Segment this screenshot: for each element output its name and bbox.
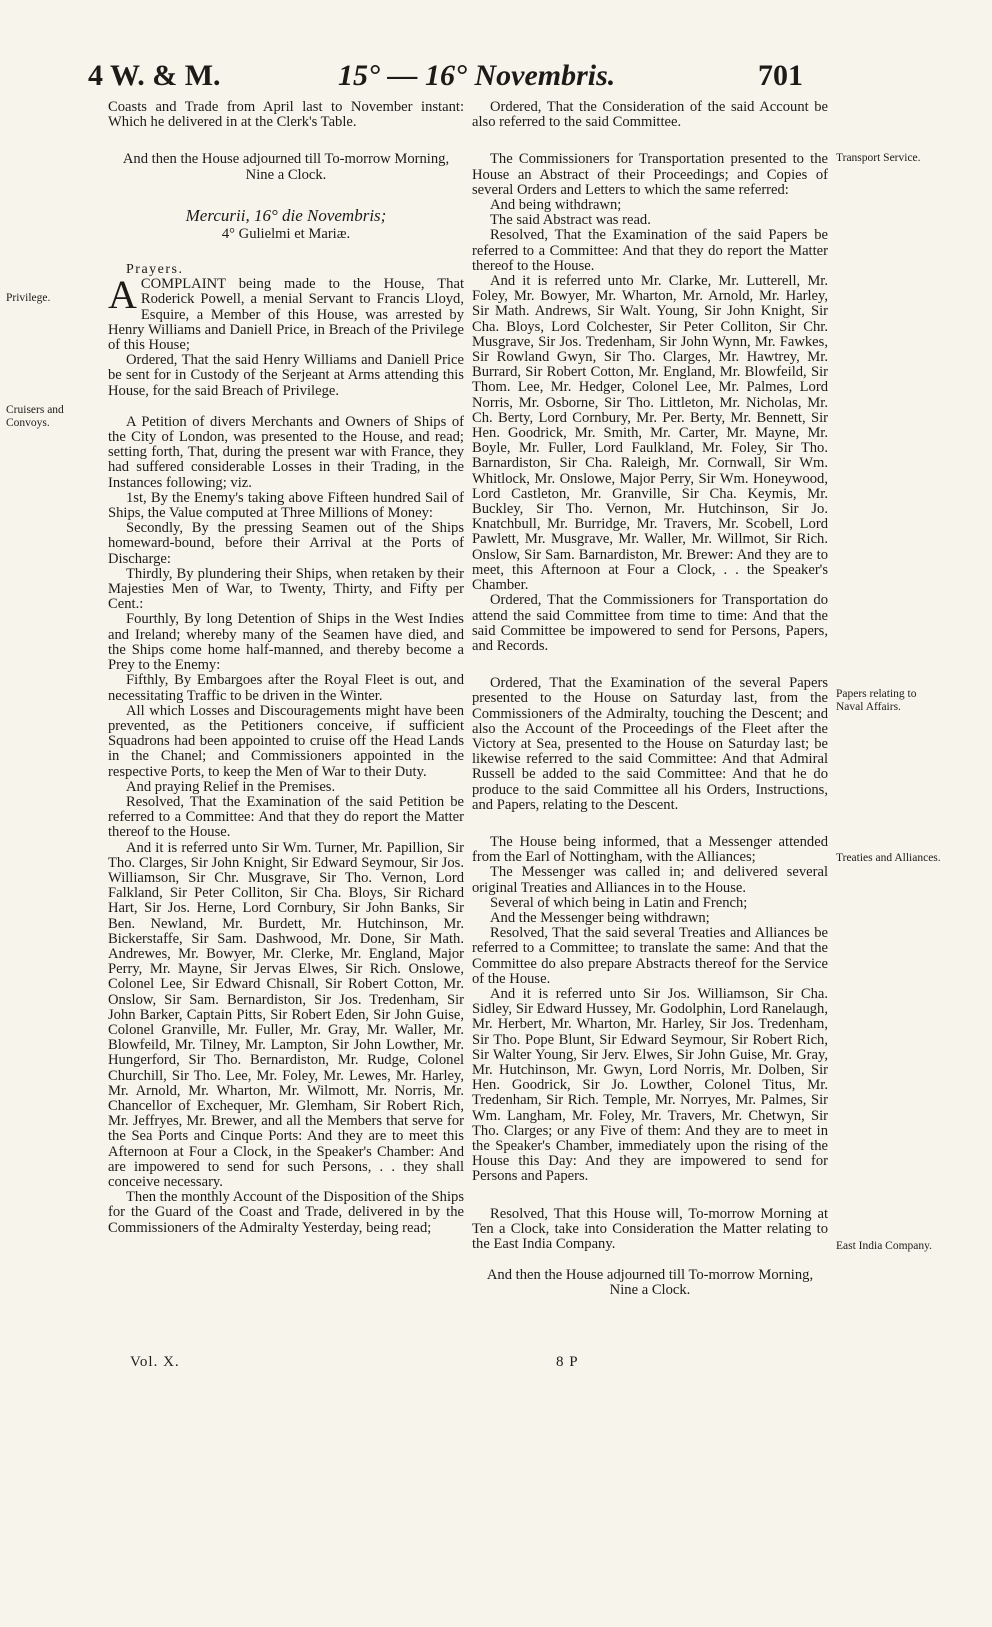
- page-header: [0, 52, 992, 100]
- loss-second: Secondly, By the pressing Seamen out of the Ships homeward-bound, before their Arrival at the Ports of Discharge:: [108, 520, 464, 567]
- adjournment-note-right: And then the House adjourned till To-morrow Morning, Nine a Clock.: [486, 1267, 814, 1299]
- prayers-heading: Prayers.: [126, 262, 184, 278]
- ordered-custody: Ordered, That the said Henry Williams and Daniell Price be sent for in Custody of the Serjeant at Arms attending this House, for the said Breach of Privilege.: [108, 352, 464, 399]
- loss-fourth: Fourthly, By long Detention of Ships in the West Indies and Ireland; whereby many of the Seamen have died, and the Ships come home half-manned, and thereby become a Prey to the Enemy:: [108, 611, 464, 674]
- resolved-petition: Resolved, That the Examination of the said Petition be referred to a Committee: And that they do report the Matter thereof to the House.: [108, 793, 464, 841]
- abstract-read: The said Abstract was read.: [490, 212, 651, 229]
- margin-note-privilege: Privilege.: [6, 292, 51, 304]
- margin-note-papers: Papers relating to Naval Affairs.: [836, 688, 917, 713]
- left-column: [108, 100, 464, 1236]
- losses-summary: All which Losses and Discouragements might have been prevented, as the Petitioners conceive, if sufficient Squadrons had been appointed to cruise off the Head Lands in the Chanel; and Commissioners appointed in the respective Ports, to keep the Men of War to their Duty.: [108, 702, 464, 780]
- adjournment-note: And then the House adjourned till To-morrow Morning, Nine a Clock.: [122, 151, 450, 183]
- margin-note-east-india: East India Company.: [836, 1240, 933, 1252]
- loss-third: Thirdly, By plundering their Ships, when retaken by their Majesties Men of War, to Twenty, Thirty, and Fifty per Cent.:: [108, 565, 464, 613]
- praying-relief: And praying Relief in the Premises.: [126, 778, 336, 795]
- drop-cap: A: [108, 272, 137, 318]
- loss-fifth: Fifthly, By Embargoes after the Royal Fleet is out, and necessitating Traffic to be driven in the Winter.: [108, 672, 464, 704]
- regnal-line: 4° Gulielmi et Mariæ.: [221, 225, 351, 242]
- margin-note-treaties: Treaties and Alliances.: [836, 852, 941, 864]
- sitting-date: Mercurii, 16° die Novembris;: [185, 205, 387, 225]
- messenger-called: The Messenger was called in; and delivered several original Treaties and Alliances in to the House.: [472, 864, 828, 896]
- paragraph-coasts: Coasts and Trade from April last to November instant: Which he delivered in at the Clerk's Table.: [108, 99, 464, 131]
- monthly-account: Then the monthly Account of the Disposition of the Ships for the Guard of the Coast and Trade, delivered in by the Commissioners of the Admiralty Yesterday, being read;: [108, 1189, 464, 1236]
- withdrawn-line: And being withdrawn;: [490, 197, 622, 214]
- loss-first: 1st, By the Enemy's taking above Fifteen hundred Sail of Ships, the Value computed at Three Millions of Money:: [108, 489, 464, 522]
- signature-mark: 8 P: [556, 1354, 579, 1370]
- page-number: 701: [758, 59, 803, 92]
- margin-note-transport: Transport Service.: [836, 152, 921, 164]
- date-heading: 15° — 16° Novembris.: [338, 59, 616, 92]
- right-column: [472, 100, 828, 1299]
- transport-paragraph: The Commissioners for Transportation presented to the House an Abstract of their Proceedings; and Copies of several Orders and Letters to which the same referred:: [472, 151, 828, 198]
- ordered-commissioners: Ordered, That the Commissioners for Transportation do attend the said Committee from time to time: And that the said Committee be impowered to send for Persons, Papers, and Records.: [472, 592, 828, 654]
- petition-paragraph: A Petition of divers Merchants and Owners of Ships of the City of London, was presented to the House, and read; setting forth, That, during the present war with France, they had suffered considerable Losses in their Trading, in the Instances following; viz.: [108, 413, 464, 491]
- committee-members-petition: And it is referred unto Sir Wm. Turner, Mr. Papillion, Sir Tho. Clarges, Sir John Knight, Sir Edward Seymour, Sir Jos. Williamson, Sir Chr. Musgrave, Sir Tho. Vernon, Lord Falkland, Sir Peter Colliton, Sir Cha. Bloys, Sir Richard Hart, Sir Jos. Herne, Lord Cornbury, Sir John Banks, Sir Ben. Newland, Mr. Burdett, Mr. Hutchinson, Mr. Bickerstaffe, Sir Sam. Dashwood, Mr. Done, Sir Math. Andrewes, Mr. Bowyer, Mr. Clerke, Mr. England, Major Perry, Mr. Mayne, Sir Jervas Elwes, Sir Rich. Onslowe, Colonel Lee, Sir Edward Chisnall, Sir Robert Cotton, Mr. Onslow, Sir Sam. Bernardiston, Sir Jos. Tredenham, Sir John Barker, Captain Pitts, Sir Robert Eden, Sir John Guise, Colonel Granville, Mr. Fuller, Mr. Gray, Mr. Waller, Mr. Blowfeild, Mr. Tilney, Mr. Lampton, Sir John Lowther, Mr. Hungerford, Sir Tho. Bernardiston, Mr. Rudge, Colonel Churchill, Sir Tho. Lee, Mr. Foley, Mr. Lewes, Mr. Harley, Mr. Arnold, Mr. Wharton, Mr. Wilmott, Mr. Norris, Mr. Chancellor of Exchequer, Mr. Glemham, Sir Robert Rich, Mr. Jeffryes, Mr. Brewer, and all the Members that serve for the Sea Ports and Cinque Ports: And they are to meet this Afternoon at Four a Clock, in the Speaker's Chamber: And are impowered to send for such Persons, . . they shall conceive necessary.: [108, 839, 464, 1190]
- complaint-paragraph: [108, 272, 464, 354]
- regnal-year-heading: 4 W. & M.: [88, 59, 221, 92]
- complaint-text: COMPLAINT being made to the House, That Roderick Powell, a menial Servant to Francis Lloyd, Esquire, a Member of this House, was arrested by Henry Williams and Daniell Price, in Breach of the Privilege of this House;: [108, 276, 464, 354]
- resolved-east-india: Resolved, That this House will, To-morrow Morning at Ten a Clock, take into Consideration the Matter relating to the East India Company.: [472, 1205, 828, 1253]
- ordered-account: Ordered, That the Consideration of the said Account be also referred to the said Committee.: [472, 99, 828, 131]
- messenger-paragraph: The House being informed, that a Messenger attended from the Earl of Nottingham, with the Alliances;: [472, 833, 828, 866]
- volume-footer: Vol. X.: [130, 1354, 180, 1370]
- ordered-papers: Ordered, That the Examination of the several Papers presented to the House on Saturday last, from the Commissioners of the Admiralty, touching the Descent; and also the Account of the Proceedings of the Fleet after the Victory at Sea, presented to the House on Saturday last; be likewise referred to the said Committee: And that Admiral Russell be added to the said Committee: And that he do produce to the said Committee all his Orders, Instructions, and Papers, relating to the Descent.: [472, 675, 828, 813]
- resolved-transport: Resolved, That the Examination of the said Papers be referred to a Committee: And that they do report the Matter thereof to the House.: [472, 227, 828, 274]
- latin-french: Several of which being in Latin and French;: [490, 894, 748, 911]
- messenger-withdrawn: And the Messenger being withdrawn;: [490, 909, 710, 926]
- margin-note-cruisers: Cruisers and Convoys.: [6, 404, 64, 429]
- committee-members-treaties: And it is referred unto Sir Jos. Williamson, Sir Cha. Sidley, Sir Edward Hussey, Mr. Godolphin, Lord Ranelaugh, Mr. Herbert, Mr. Wharton, Mr. Harley, Sir Jos. Tredenham, Sir Tho. Pope Blunt, Sir Edward Seymour, Sir Robert Rich, Sir Walter Young, Sir Jerv. Elwes, Sir John Guise, Mr. Gray, Mr. Hutchinson, Mr. Gwyn, Lord Norris, Mr. Dolben, Sir Hen. Goodrick, Sir Jo. Lowther, Colonel Titus, Mr. Tredenham, Sir Rich. Temple, Mr. Norryes, Mr. Palmes, Sir Wm. Langham, Mr. Foley, Mr. Travers, Mr. Chetwyn, Sir Tho. Clarges; or any Five of them: And they are to meet in the Speaker's Chamber, immediately upon the rising of the House this Day: And they are impowered to send for Persons and Papers.: [472, 985, 828, 1185]
- resolved-treaties: Resolved, That the said several Treaties and Alliances be referred to a Committee; to translate the same: And that the Committee do also prepare Abstracts thereof for the Service of the House.: [472, 925, 828, 987]
- committee-members-transport: And it is referred unto Mr. Clarke, Mr. Lutterell, Mr. Foley, Mr. Bowyer, Mr. Wharton, Mr. Arnold, Mr. Harley, Sir Math. Andrews, Sir Walt. Young, Sir John Knight, Sir Cha. Bloys, Lord Colchester, Sir Peter Colliton, Sir Chr. Musgrave, Sir Jos. Tredenham, Sir John Wynn, Mr. Fawkes, Sir Rowland Gwyn, Sir Tho. Clarges, Mr. Hawtrey, Mr. Burrard, Sir Robert Cotton, Mr. England, Mr. Blowfeild, Sir Thom. Lee, Mr. Hedger, Colonel Lee, Mr. Palmes, Lord Norris, Mr. Osborne, Sir Tho. Littleton, Mr. Nicholas, Mr. Ch. Berty, Lord Cornbury, Mr. Per. Berty, Mr. Bennett, Sir Hen. Goodrick, Mr. Smith, Mr. Carter, Mr. Mayne, Mr. Boyle, Mr. Fuller, Lord Faulkland, Mr. Foley, Sir Tho. Barnardiston, Sir Cha. Raleigh, Mr. Cornwall, Sir Wm. Whitlock, Mr. Onslowe, Major Perry, Sir Wm. Honeywood, Lord Castleton, Mr. Granville, Sir Cha. Keymis, Mr. Buckley, Sir Tho. Vernon, Mr. Hutchinson, Sir Jo. Knatchbull, Mr. Burridge, Mr. Travers, Mr. Scobell, Lord Pawlett, Mr. Musgrave, Mr. Waller, Mr. Willmot, Sir Rich. Onslow, Sir Sam. Barnardiston, Mr. Brewer: And they are to meet, this Afternoon at Four a Clock, . . the Speaker's Chamber.: [472, 273, 828, 594]
